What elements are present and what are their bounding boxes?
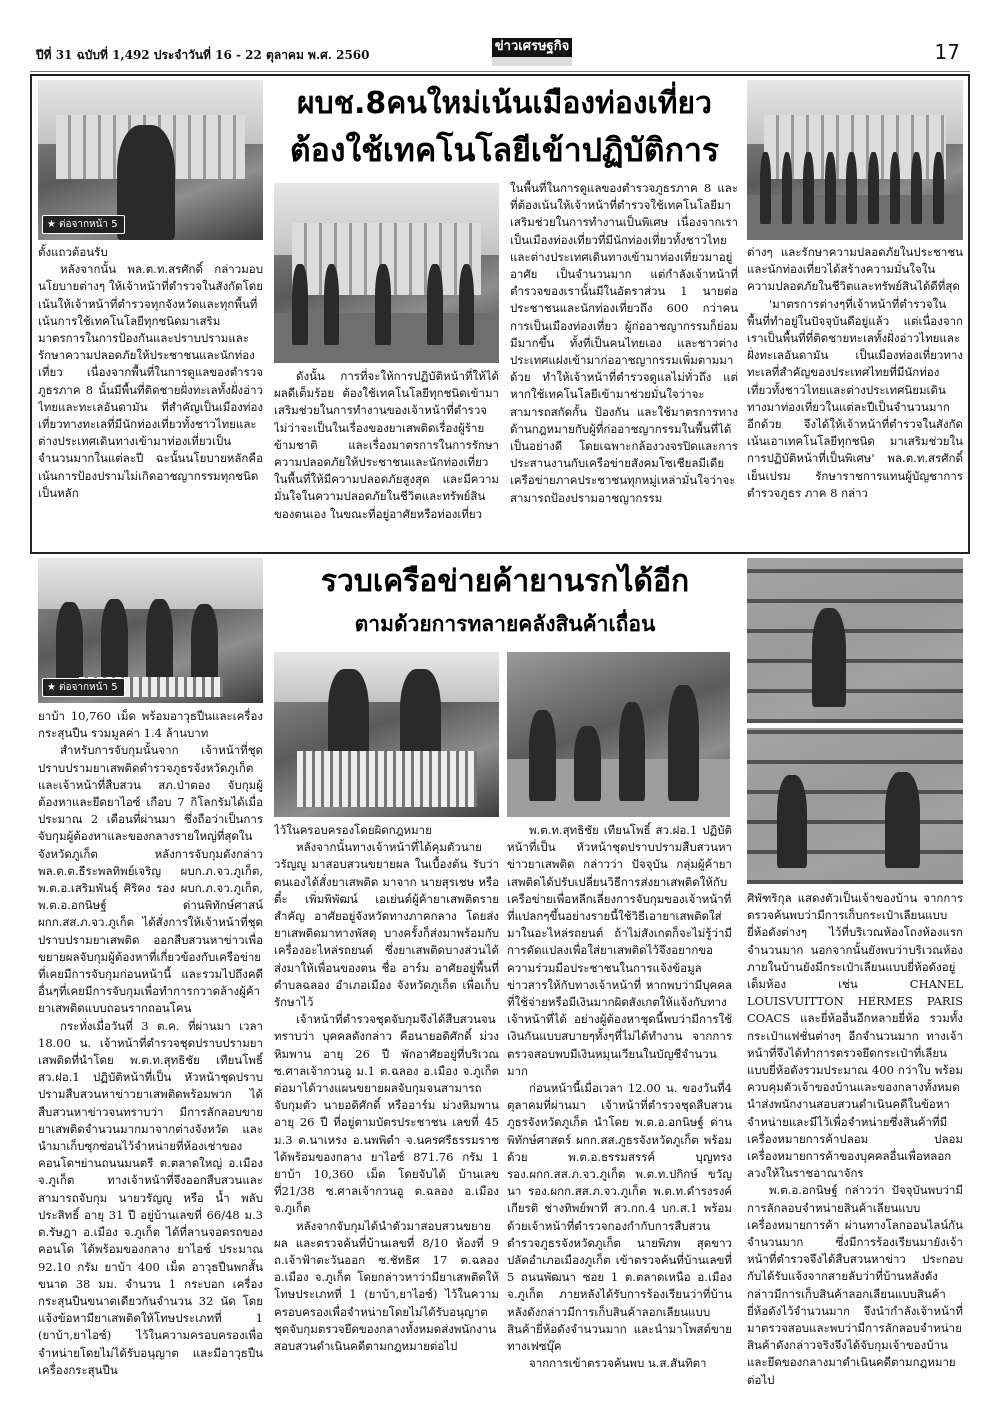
top-story-column-3: [510, 180, 738, 548]
photo-figure: [868, 152, 879, 224]
photo-figure: [782, 152, 793, 224]
photo-figure: [619, 702, 646, 801]
photo-officer-salute: [38, 80, 263, 240]
paragraph: ไว้ในครอบครองโดยผิดกฎหมาย: [274, 823, 432, 837]
bottom-headline-1: รวบเครือข่ายค้ายานรกได้อีก: [320, 564, 690, 599]
photo-figure: [146, 599, 173, 689]
photo-figure: [324, 264, 340, 345]
bottom-story-column-2: [274, 822, 499, 1408]
paragraph: กระทั่งเมื่อวันที่ 3 ต.ค. ที่ผ่านมา เวลา 18.00 น. เจ้าหน้าที่ตำรวจชุดปราบปรามยาเสพติดที่นำโดย พ.ต.ท.สุทธิชัย เทียนโพธิ์ สว.ฝอ.1 ปฏิบัติหน้าที่เป็น หัวหน้าชุดปราบปรามสืบสวนหาข่าวยาเสพติดพร้อมพวก ได้สืบสวนหาข่าวจนทราบว่า มีการลักลอบขายยาเสพติดจำนวนมากมาจากต่างจังหวัด และนำมาเก็บซุกซ่อนไว้จำหน่ายที่ห้องเช่าของคอนโดฯย่านถนนมนตรี ต.ตลาดใหญ่ อ.เมือง จ.ภูเก็ต ทางเจ้าหน้าที่จึงออกสืบสวนและสามารถจับกุม นายวรัญญู หรือ น้ำ พลับประสิทธิ์ อายุ 31 ปี อยู่บ้านเลขที่ 66/48 ม.3 ต.รัษฎา อ.เมือง จ.ภูเก็ต ได้ที่ลานจอดรถของคอนโด ได้พร้อมของกลาง ยาไอซ์ ประมาณ 92.10 กรัม ยาบ้า 400 เม็ด อาวุธปืนพกสั้นขนาด 38 มม. จำนวน 1 กระบอก เครื่องกระสุนปืนขนาดเดียวกันจำนวน 32 นัด โดยแจ้งข้อหามียาเสพติดให้โทษประเภทที่ 1 (ยาบ้า,ยาไอซ์) ไว้ในความครอบครองเพื่อจำหน่ายโดยไม่ได้รับอนุญาต และมีอาวุธปืน เครื่องกระสุนปืน: [38, 1018, 263, 1377]
top-story-column-1: [38, 244, 263, 548]
bottom-story-column-1: [38, 708, 263, 1408]
photo-police-parade: [747, 80, 963, 240]
photo-counterfeit-bags-2: [747, 728, 963, 884]
paragraph: ตั้งแถวต้อนรับ: [38, 245, 108, 259]
photo-figure: [574, 726, 601, 800]
continued-tag: [42, 678, 125, 697]
masthead-title: ข่าวเศรษฐกิจ: [494, 39, 570, 54]
bottom-story-column-3: [507, 822, 732, 1408]
top-story-column-2: [274, 368, 499, 548]
paragraph: ก่อนหน้านี้เมื่อเวลา 12.00 น. ของวันที่4 ตุลาคมที่ผ่านมา เจ้าหน้าที่ตำรวจชุดสืบสวนภูธรจังหวัดภูเก็ต นำโดย พ.ต.อ.อกนิษฐ์ ด่านพิทักษ์ศาสตร์ ผกก.สส.ภูธรจังหวัดภูเก็ต พร้อมด้วย พ.ต.อ.ธรรมสรรค์ บุญทรง รอง.ผกก.สส.ภ.จว.ภูเก็ต พ.ต.ท.ปกิกษ์ ขวัญนา รอง.ผกก.สส.ภ.จว.ภูเก็ต พ.ต.ท.ดำรงรงค์เกียรติ ช่างทิพย์พาที สว.กก.4 บก.ส.1 พร้อมด้วยเจ้าหน้าที่ตำรวจกองกำกับการสืบสวนตำรวจภูธรจังหวัดภูเก็ต นายพิภพ สุดขาว ปลัดอำเภอเมืองภูเก็ต เข้าตรวจค้นที่บ้านเลขที่ 5 ถนนพัฒนา ซอย 1 ต.ตลาดเหนือ อ.เมือง จ.ภูเก็ต ภายหลังได้รับการร้องเรียนว่าที่บ้านหลังดังกล่าวมีการเก็บสินค้าลอกเลียนแบบสินค้ายี่ห้อดังจำนวนมาก และนำมาโพสต์ขายทางเฟซบุ๊ค: [507, 1081, 732, 1354]
top-headline-1: ผบช.8คนใหม่เน้นเมืองท่องเที่ยว: [297, 86, 712, 121]
photo-figure: [803, 152, 814, 224]
photo-figure: [529, 710, 556, 801]
photo-officer-figure: [117, 125, 176, 240]
bottom-story-column-4: [747, 890, 963, 1408]
photo-figure: [812, 608, 847, 707]
paragraph: สำหรับการจับกุมนั้นจาก เจ้าหน้าที่ชุดปราบปรามยาเสพติดตำรวจภูธรจังหวัดภูเก็ตและเจ้าหน้าที่สืบสวน สภ.ป่าตอง จับกุมผู้ต้องหาและยึดยาไอซ์ เกือบ 7 กิโลกรัมได้เมื่อประมาณ 2 เดือนที่ผ่านมา ซึ่งถือว่าเป็นการจับกุมผู้ต้องหาและของกลางรายใหญ่ที่สุดในจังหวัดภูเก็ต หลังการจับกุมดังกล่าว พล.ต.ต.ธีระพลทิพย์เจริญ ผบก.ภ.จว.ภูเก็ต, พ.ต.อ.เสริมพันธุ์ ศิริคง รอง ผบก.ภ.จว.ภูเก็ต, พ.ต.อ.อกนิษฐ์ ด่านพิทักษ์ศาสน์ ผกก.สส.ภ.จว.ภูเก็ต ได้สั่งการให้เจ้าหน้าที่ชุดปราบปรามยาเสพติด ออกสืบสวนหาข่าวเพื่อขยายผลจับกุมผู้ต้องหาที่เกี่ยวข้องกับเครือข่ายที่เคยมีการจับกุมก่อนหน้านี้ และรวมไปถึงคดีอื่นๆที่เคยมีการจับกุมเพื่อทำการกวาดล้างผู้ค้ายาเสพติดแบบถอนรากถอนโคน: [38, 743, 263, 1016]
photo-figure: [191, 604, 218, 688]
photo-police-search: [507, 652, 730, 817]
photo-figure: [911, 152, 922, 224]
issue-line: ปีที่ 31 ฉบับที่ 1,492 ประจำวันที่ 16 - 22 ตุลาคม พ.ศ. 2560: [36, 48, 370, 62]
photo-figure: [375, 264, 391, 345]
photo-figure: [846, 152, 857, 224]
photo-police-ceremony: [274, 183, 499, 363]
page-header: [30, 38, 970, 72]
paragraph: ต่างๆ และรักษาความปลอดภัยในประชาชนและนักท่องเที่ยวได้สร้างความมั่นใจในความปลอดภัยในชีวิตและทรัพย์สินได้ดีที่สุด: [747, 245, 963, 294]
photo-figure: [668, 685, 699, 801]
paragraph: ดังนั้น การที่จะให้การปฏิบัติหน้าที่ให้ได้ผลดีเต็มร้อย ต้องใช้เทคโนโลยีทุกชนิดเข้ามาเสริมช่วยในการทำงานของเจ้าหน้าที่ตำรวจ ไม่ว่าจะเป็นในเรื่องของยาเสพติดเรื่องผู้ร้ายข้ามชาติ และเรื่องมาตรการในการรักษาความปลอดภัยให้ประชาชนและนักท่องเที่ยวในพื้นที่ให้มีความปลอดภัยสูงสุด และมีความมั่นใจในความปลอดภัยในชีวิตและทรัพย์สินของตนเอง ในขณะที่อยู่อาศัยหรือท่องเที่ยว: [274, 369, 499, 521]
photo-figure: [101, 599, 128, 689]
paragraph: หลังจากนั้นทางเจ้าหน้าที่ได้คุมตัวนายวรัญญู มาสอบสวนขยายผล ในเบื้องต้น รับว่าตนเองได้สั่งยาเสพติด มาจาก นายสุรเชษ หรือ ตี๋ะ เพิ่มพิพัฒน์ เอเย่นต์ผู้ค้ายาเสพติดรายสำคัญ อาศัยอยู่จังหวัดทางภาคกลาง โดยส่งยาเสพติดมาทางพัสดุ บางครั้งก็ส่งมาพร้อมกับเครื่องอะไหล่รถยนต์ ซึ่งยาเสพติดบางส่วนได้ส่งมาให้เพื่อนของตน ชื่อ อาร์ม อาศัยอยู่พื้นที่ตำบลฉลอง อำเภอเมือง จังหวัดภูเก็ต เพื่อเก็บรักษาไว้: [274, 840, 499, 1010]
bottom-headline-2: ตามด้วยการทลายคลังสินค้าเถื่อน: [354, 612, 656, 636]
photo-bag-shelves: [747, 558, 963, 723]
top-story-column-4: [747, 244, 963, 548]
paragraph: ยาบ้า 10,760 เม็ด พร้อมอาวุธปืนและเครื่องกระสุนปืน รวมมูลค่า 1.4 ล้านบาท: [38, 709, 263, 741]
photo-figure: [292, 264, 308, 345]
paragraph: ในพื้นที่ในการดูแลของตำรวจภูธรภาค 8 และที่ต้องเน้นให้เจ้าหน้าที่ตำรวจใช้เทคโนโลยีมาเสริมช่วยในการทำงานเป็นพิเศษ เนื่องจากเราเป็นเมืองท่องเที่ยวที่มีนักท่องเที่ยวทั้งชาวไทยและต่างประเทศเดินทางเข้ามาท่องเที่ยวมาอยู่อาศัย เป็นจำนวนมาก แต่กำลังเจ้าหน้าที่ตำรวจของเรานั้นมีในอัตราส่วน 1 นายต่อประชาชนและนักท่องเที่ยวถึง 600 กว่าคน การเป็นเมืองท่องเที่ยว ผู้ก่ออาชญากรรมก็ย่อมมีมากขึ้น ทั้งที่เป็นคนไทยเอง และชาวต่างประเทศแฝงเข้ามาก่ออาชญากรรมเพิ่มตามมาด้วย ทำให้เจ้าหน้าที่ตำรวจดูแลไม่ทั่วถึง แต่หากใช้เทคโนโลยีเข้ามาช่วยมั่นใจว่าจะสามารถสกัดกั้น ป้องกัน และใช้มาตรการทางด้านกฎหมายกับผู้ที่ก่ออาชญากรรมในพื้นที่ได้เป็นอย่างดี โดยเฉพาะกล้องวงจรปิดและการประสานงานกับเครือข่ายสังคมโซเชียลมีเดีย เครือข่ายภาคประชาชนทุกหมู่เหล่ามั่นใจว่าจะสามารถป้องปรามอาชญากรรม: [510, 181, 738, 505]
continued-tag: [42, 215, 125, 234]
photo-figure: [427, 264, 443, 345]
paragraph: หลังจากนั้น พล.ต.ท.สรศักดิ์ กล่าวมอบนโยบายต่างๆ ให้เจ้าหน้าที่ตำรวจในสังกัดโดยเน้นให้เจ้าหน้าที่ตำรวจทุกจังหวัดและทุกพื้นที่เน้นการใช้เทคโนโลยีทุกชนิดมาเสริมมาตรการในการป้องกันและปราบปรามและรักษาความปลอดภัยให้ประชาชนและนักท่องเที่ยว เนื่องจากพื้นที่ในการดูแลของตำรวจภูธรภาค 8 นั้นมีพื้นที่ติดชายฝั่งทะเลทั้งฝั่งอ่าวไทยและทะเลอันดามัน ที่สำคัญเป็นเมืองท่องเที่ยวทางทะเลที่มีนักท่องเที่ยวทั้งชาวไทยและต่างประเทศเดินทางเข้ามาท่องเที่ยวเป็นจำนวนมากในแต่ละปี ฉะนั้นนโยบายหลักคือเน้นการป้องปรามไม่เกิดอาชญากรรมทุกชนิดเป็นหลัก: [38, 262, 263, 500]
paragraph: จากการเข้าตรวจค้นพบ น.ส.สันทิตา: [529, 1356, 707, 1371]
photo-figure: [459, 264, 475, 345]
photo-arrest-group: [38, 558, 263, 703]
paragraph: 'มาตรการต่างๆที่เจ้าหน้าที่ตำรวจในพื้นที่ทำอยู่ในปัจจุบันดีอยู่แล้ว แต่เนื่องจากเราเป็นพื้นที่ที่ติดชายทะเลทั้งฝั่งอ่าวไทยและฝั่งทะเลอันดามัน เป็นเมืองท่องเที่ยวทางทะเลที่สำคัญของประเทศไทยที่มีนักท่องเที่ยวทั้งชาวไทยและต่างประเทศนิยมเดินทางมาท่องเที่ยวในแต่ละปีเป็นจำนวนมากอีกด้วย จึงได้ให้เจ้าหน้าที่ตำรวจในสังกัดเน้นเอาเทคโนโลยีทุกชนิด มาเสริมช่วยในการปฏิบัติหน้าที่เป็นพิเศษ' พล.ต.ท.สรศักดิ์ เย็นเปรม รักษาราชการแทนผู้บัญชาการตำรวจภูธร ภาค 8 กล่าว: [747, 296, 963, 500]
continued-tag-text: ต่อจากหน้า 5: [58, 219, 118, 230]
photo-figure: [825, 152, 836, 224]
continued-tag-text: ต่อจากหน้า 5: [58, 682, 118, 693]
paragraph: พ.ต.อ.อกนิษฐ์ กล่าวว่า ปัจจุบันพบว่ามีการลักลอบจำหน่ายสินค้าเลียนแบบเครื่องหมายการค้า ผ่านทางโลกออนไลน์กันจำนวนมาก ซึ่งมีการร้องเรียนมายังเจ้าหน้าที่ตำรวจจึงได้สืบสวนหาข่าว ประกอบกับได้รับแจ้งจากสายลับว่าที่บ้านหลังดังกล่าวมีการเก็บสินค้าลอกเลียนแบบสินค้ายี่ห้อดังไว้จำนวนมาก จึงนำกำลังเจ้าหน้าที่มาตรวจสอบและพบว่ามีการลักลอบจำหน่ายสินค้าดังกล่าวจริงจึงได้จับกุมเจ้าของบ้านและยึดของกลางมาดำเนินคดีตามกฎหมายต่อไป: [747, 1183, 963, 1387]
paragraph: พ.ต.ท.สุทธิชัย เทียนโพธิ์ สว.ฝอ.1 ปฏิบัติหน้าที่เป็น หัวหน้าชุดปราบปรามสืบสวนหาข่าวยาเสพติด กล่าวว่า ปัจจุบัน กลุ่มผู้ค้ายาเสพติดได้ปรับเปลี่ยนวิธีการส่งยาเสพติดให้กับเครือข่ายเพื่อหลีกเลี่ยงการจับกุมของเจ้าหน้าที่ที่แปลกๆขึ้นอย่างรายนี้ใช้วิธีเอายาเสพติดใส่มาในอะไหล่รถยนต์ ถ้าไม่สังเกตก็จะไม่รู้ว่ามีการดัดแปลงเพื่อใส่ยาเสพติดไว้จึงอยากขอความร่วมมือประชาชนในการแจ้งข้อมูลข่าวสารให้กับทางเจ้าหน้าที่ หากพบว่ามีบุคคลที่ใช้จ่ายหรือมีเงินมากผิดสังเกตให้แจ้งกับทางเจ้าหน้าที่ได้ อย่างผู้ต้องหาชุดนี้พบว่ามีการใช้เงินกันแบบสบายๆทั้งๆที่ไม่ได้ทำงาน จากการตรวจสอบพบมีเงินหมุนเวียนในบัญชีจำนวนมาก: [507, 823, 732, 1078]
top-headline-2: ต้องใช้เทคโนโลยีเข้าปฏิบัติการ: [289, 131, 720, 169]
photo-figure: [777, 775, 807, 869]
photo-figure: [56, 602, 83, 689]
photo-figure: [890, 152, 901, 224]
masthead-strip: [492, 57, 572, 66]
masthead-logo: [492, 38, 572, 66]
photo-counterfeit-bags-1: [747, 558, 963, 723]
photo-figure: [760, 152, 771, 224]
photo-suspects-evidence: [274, 652, 499, 817]
photo-evidence-table: [297, 751, 477, 807]
star-icon: ★: [47, 219, 56, 230]
photo-backdrop: [274, 652, 499, 702]
paragraph: ศิพัฑริกุล แสดงตัวเป็นเจ้าของบ้าน จากการตรวจค้นพบว่ามีการเก็บกระเป๋าเลียนแบบยี่ห้อดังต่างๆ ไว้ที่บริเวณห้องโถงห้องแรกจำนวนมาก นอกจากนั้นยังพบว่าบริเวณห้องภายในบ้านยังมีกระเป๋าเลียนแบบยี่ห้อดังอยู่เต็มห้อง เช่น CHANEL LOUISVUITTON HERMES PARIS COACS และยี่ห้ออื่นอีกหลายยี่ห้อ รวมทั้งกระเป๋าแฟชั่นต่างๆ อีกจำนวนมาก ทางเจ้าหน้าที่จึงได้ทำการตรวจยึดกระเป๋าที่เลียนแบบยี่ห้อดังรวมประมาณ 400 กว่าใบ พร้อมควบคุมตัวเจ้าของบ้านและของกลางทั้งหมดนำส่งพนักงานสอบสวนดำเนินคดีในข้อหาจำหน่ายและมีไว้เพื่อจำหน่ายซึ่งสินค้าที่มีเครื่องหมายการค้าปลอม ปลอมเครื่องหมายการค้าของบุคคลอื่นเพื่อหลอกลวงให้ในราชอาณาจักร: [747, 891, 963, 1181]
paragraph: หลังจากจับกุมได้นำตัวมาสอบสวนขยายผล และตรวจค้นที่บ้านเลขที่ 8/10 ห้องที่ 9 ถ.เจ้าฟ้าตะวันออก ซ.ชัทธิศ 17 ต.ฉลอง อ.เมือง จ.ภูเก็ต โดยกล่าวหาว่ามียาเสพติดให้โทษประเภทที่ 1 (ยาบ้า,ยาไอซ์) ไว้ในความครอบครองเพื่อจำหน่ายโดยไม่ได้รับอนุญาต ชุดจับกุมตรวจยึดของกลางทั้งหมดส่งพนักงานสอบสวนดำเนินคดีตามกฎหมายต่อไป: [274, 1218, 499, 1354]
paragraph: เจ้าหน้าที่ตำรวจชุดจับกุมจึงได้สืบสวนจนทราบว่า บุคคลดังกล่าว คือนายอดิศักดิ์ ม่วงหิมพาน อายุ 26 ปี พักอาศัยอยู่ที่บริเวณ ซ.ศาลเจ้ากวนอู ม.1 ต.ฉลอง อ.เมือง จ.ภูเก็ต ต่อมาได้วางแผนขยายผลจับกุมจนสามารถจับกุมตัว นายอดิศักดิ์ หรืออาร์ม ม่วงหิมพาน อายุ 26 ปี ที่อยู่ตามบัตรประชาชน เลขที่ 45 ม.3 ต.นาเหรง อ.นพพิตำ จ.นครศรีธรรมราช ได้พร้อมของกลาง ยาไอซ์ 871.76 กรัม 1 ยาบ้า 10,360 เม็ด โดยจับได้ บ้านเลขที่21/38 ซ.ศาลเจ้ากวนอู ต.ฉลอง อ.เมือง จ.ภูเก็ต: [274, 1012, 499, 1216]
star-icon: ★: [47, 682, 56, 693]
page-number: 17: [934, 40, 960, 64]
photo-figure: [885, 772, 920, 869]
photo-figure: [933, 152, 944, 224]
